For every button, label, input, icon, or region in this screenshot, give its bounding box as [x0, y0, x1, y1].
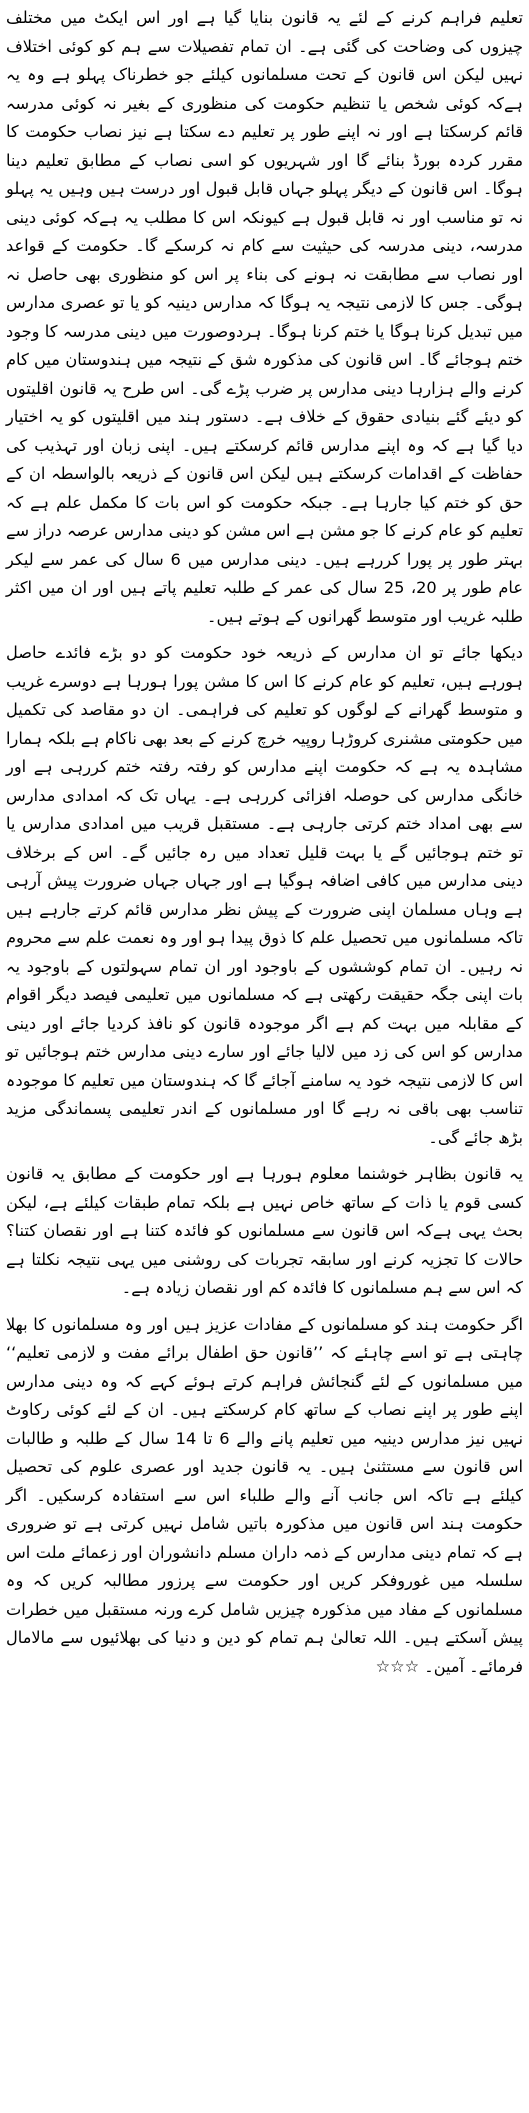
article-paragraph-2: دیکھا جائے تو ان مدارس کے ذریعہ خود حکومت کو دو بڑے فائدے حاصل ہورہے ہیں، تعلیم کو عام کرنے کا اس کا مشن پورا ہورہا ہے دوسرے غریب و متوسط گھرانے کے لوگوں کو تعلیم کی فراہمی۔ ان دو مقاصد کی تکمیل میں حکومتی مشنری کروڑہا روپیہ خرچ کرنے کے بعد بھی ناکام ہے بلکہ ہمارا مشاہدہ یہ ہے کہ حکومت اپنے مدارس کو رفتہ رفتہ ختم کررہی ہے اور خانگی مدارس کی حوصلہ افزائی کررہی ہے۔ یہاں تک کہ امدادی مدارس سے بھی امداد ختم کرتی جارہی ہے۔ مستقبل قریب میں امدادی مدارس یا تو ختم ہوجائیں گے یا بہت قلیل تعداد میں رہ جائیں گے۔ اس کے برخلاف دینی مدارس میں کافی اضافہ ہوگیا ہے اور جہاں جہاں ضرورت پیش آرہی ہے وہاں مسلمان اپنی ضرورت کے پیش نظر مدارس قائم کرتے جارہے ہیں تاکہ مسلمانوں میں تحصیل علم کا ذوق پیدا ہو اور وہ نعمت علم سے محروم نہ رہیں۔ ان تمام کوششوں کے باوجود اور ان تمام سہولتوں کے باوجود یہ بات اپنی جگہ حقیقت رکھتی ہے کہ مسلمانوں میں تعلیمی فیصد دیگر اقوام کے مقابلہ میں بہت کم ہے اگر موجودہ قانون کو نافذ کردیا جائے اور دینی مدارس کو اس کی زد میں لالیا جائے اور سارے دینی مدارس ختم ہوجائیں تو اس کا لازمی نتیجہ خود یہ سامنے آجائے گا کہ ہندوستان میں تعلیم کا موجودہ تناسب بھی باقی نہ رہے گا اور مسلمانوں کے اندر تعلیمی پسماندگی مزید بڑھ جائے گی۔ — [6, 643, 523, 1147]
article-paragraph-3: یہ قانون بظاہر خوشنما معلوم ہورہا ہے اور حکومت کے مطابق یہ قانون کسی قوم یا ذات کے ساتھ خاص نہیں ہے بلکہ تمام طبقات کیلئے ہے، لیکن بحث یہی ہےکہ اس قانون سے مسلمانوں کو فائدہ کتنا ہے اور نقصان کتنا؟ حالات کا تجزیہ کرنے اور سابقہ تجربات کی روشنی میں یہی نتیجہ نکلتا ہے کہ اس سے ہم مسلمانوں کا فائدہ کم اور نقصان زیادہ ہے۔ — [6, 1164, 523, 1297]
article-paragraph-1: تعلیم فراہم کرنے کے لئے یہ قانون بنایا گیا ہے اور اس ایکٹ میں مختلف چیزوں کی وضاحت کی گئی ہے۔ ان تمام تفصیلات سے ہم کو کوئی اختلاف نہیں لیکن اس قانون کے تحت مسلمانوں کیلئے جو خطرناک پہلو ہے وہ یہ ہےکہ کوئی شخص یا تنظیم حکومت کی منظوری کے بغیر نہ کوئی مدرسہ قائم کرسکتا ہے اور نہ اپنے طور پر تعلیم دے سکتا ہے نیز نصاب حکومت کا مقرر کردہ بورڈ بنائے گا اور شہریوں کو اسی نصاب کے مطابق تعلیم دینا ہوگا۔ اس قانون کے دیگر پہلو جہاں قابل قبول اور درست ہیں وہیں یہ پہلو نہ تو مناسب اور نہ قابل قبول ہے کیونکہ اس کا مطلب یہ ہےکہ کوئی دینی مدرسہ، دینی مدرسہ کی حیثیت سے کام نہ کرسکے گا۔ حکومت کے قواعد اور نصاب سے مطابقت نہ ہونے کی بناء پر اس کو منظوری بھی حاصل نہ ہوگی۔ جس کا لازمی نتیجہ یہ ہوگا کہ مدارس دینیہ کو یا تو عصری مدارس میں تبدیل کرنا ہوگا یا ختم کرنا ہوگا۔ ہردوصورت میں دینی مدرسہ کا وجود ختم ہوجائے گا۔ اس قانون کی مذکورہ شق کے نتیجہ میں ہندوستان میں کام کرنے والے ہزارہا دینی مدارس پر ضرب پڑے گی۔ اس طرح یہ قانون اقلیتوں کو دیئے گئے بنیادی حقوق کے خلاف ہے۔ دستور ہند میں اقلیتوں کو یہ اختیار دیا گیا ہے کہ وہ اپنے مدارس قائم کرسکتے ہیں۔ اپنی زبان اور تہذیب کی حفاظت کے اقدامات کرسکتے ہیں لیکن اس قانون کے ذریعہ بالواسطہ ان کے حق کو ختم کیا جارہا ہے۔ جبکہ حکومت کو اس بات کا مکمل علم ہے کہ تعلیم کو عام کرنے کا جو مشن ہے اس مشن کو دینی مدارس عرصہ دراز سے بہتر طور پر پورا کررہے ہیں۔ دینی مدارس میں 6 سال کی عمر سے لیکر عام طور پر 20، 25 سال کی عمر کے طلبہ تعلیم پاتے ہیں اور ان میں اکثر طلبہ غریب اور متوسط گھرانوں کے ہوتے ہیں۔ — [6, 8, 523, 626]
article-paragraph-4: اگر حکومت ہند کو مسلمانوں کے مفادات عزیز ہیں اور وہ مسلمانوں کا بھلا چاہتی ہے تو اسے چاہئے کہ ’’قانون حق اطفال برائے مفت و لازمی تعلیم‘‘ میں مسلمانوں کے لئے گنجائش فراہم کرتے ہوئے کہے کہ وہ دینی مدارس اپنے طور پر اپنے نصاب کے ساتھ کام کرسکتے ہیں۔ ان کے لئے کوئی رکاوٹ نہیں نیز مدارس دینیہ میں تعلیم پانے والے 6 تا 14 سال کے طلبہ و طالبات اس قانون سے مستثنیٰ ہیں۔ یہ قانون جدید اور عصری علوم کی تحصیل کیلئے ہے تاکہ اس جانب آنے والے طلباء اس سے استفادہ کرسکیں۔ اگر حکومت ہند اس قانون میں مذکورہ باتیں شامل نہیں کرتی ہے تو ضروری ہے کہ تمام دینی مدارس کے ذمہ داران مسلم دانشوران اور زعمائے ملت اس سلسلہ میں غوروفکر کریں اور حکومت سے پرزور مطالبہ کریں کہ وہ مسلمانوں کے مفاد میں مذکورہ چیزیں شامل کرے ورنہ مستقبل میں خطرات پیش آسکتے ہیں۔ اللہ تعالیٰ ہم تمام کو دین و دنیا کی بھلائیوں سے مالامال فرمائے۔ آمین۔ ☆☆☆ — [6, 1314, 524, 1676]
